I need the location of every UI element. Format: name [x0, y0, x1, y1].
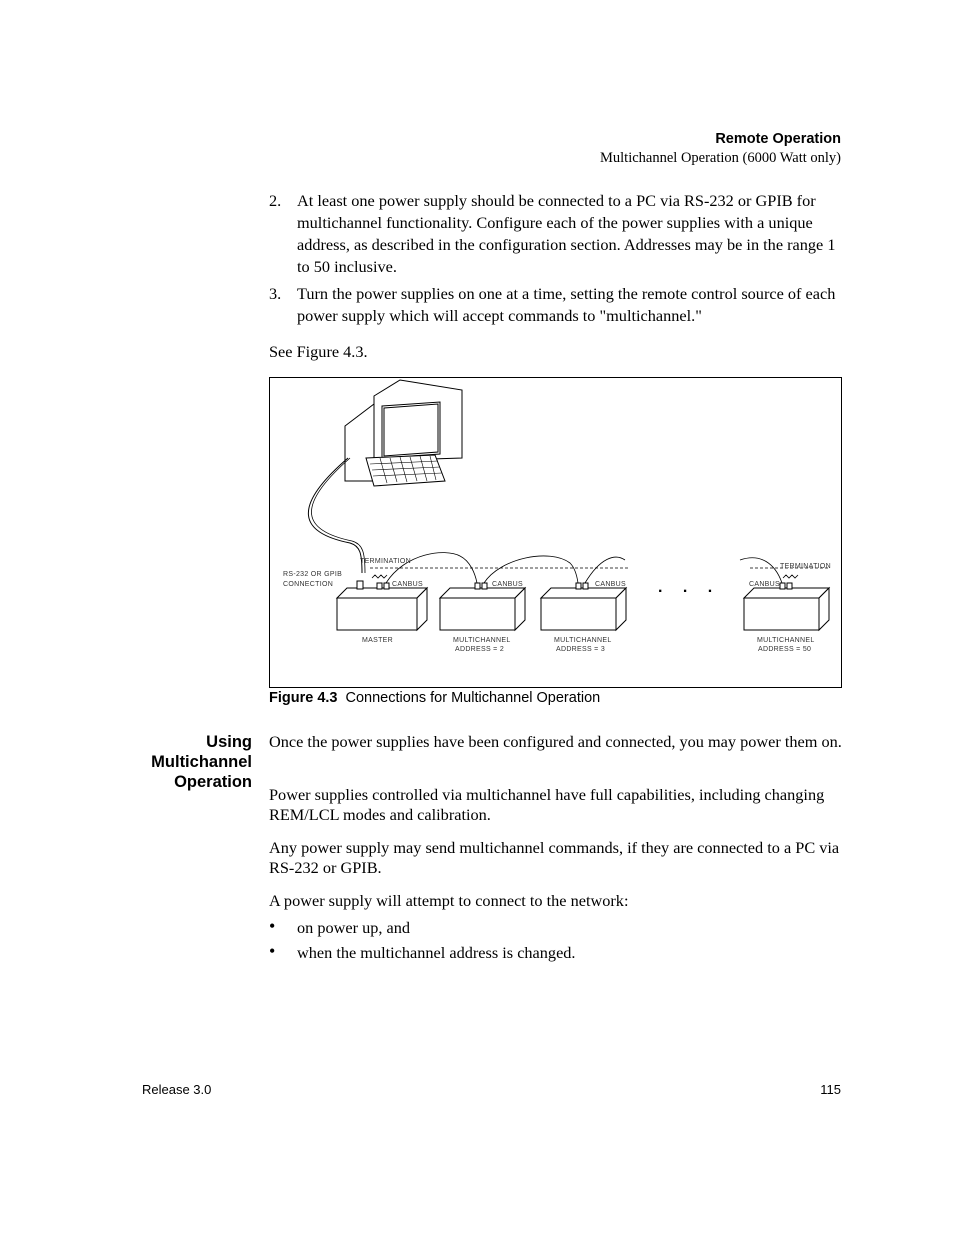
unit-address-label: ADDRESS = 50: [758, 646, 812, 653]
bullet-icon: •: [269, 941, 276, 961]
canbus-cable: [585, 557, 625, 583]
rs232-label: CONNECTION: [283, 581, 334, 588]
unit-address-label: ADDRESS = 2: [455, 646, 505, 653]
step-number: 2.: [269, 191, 282, 210]
connections-diagram: [270, 378, 841, 687]
paragraph-3: Any power supply may send multichannel commands, if they are connected to a PC via RS-232 or GPIB.: [269, 838, 840, 877]
page-number: 115: [820, 1082, 841, 1097]
section-heading: [151, 732, 252, 792]
step-text: At least one power supply should be connected to a PC via RS-232 or GPIB for multichannel functionality. Configure each of the power supplies with a unique address, as described in the configuration section. Addresses may be in the range 1 to 50 inclusive.: [297, 191, 836, 276]
unit-address-3: [541, 583, 626, 630]
canbus-label: CANBUS: [392, 581, 423, 588]
termination-label: TERMINATION: [360, 558, 412, 565]
section-heading-line: Multichannel: [151, 753, 252, 771]
bullet-icon: •: [269, 916, 276, 936]
figure-caption-text: Connections for Multichannel Operation: [345, 690, 601, 706]
canbus-cable: [484, 556, 578, 583]
step-number: 3.: [269, 284, 282, 303]
running-header-title: Remote Operation: [715, 131, 841, 147]
figure-diagram: [269, 377, 842, 688]
see-figure-text: See Figure 4.3.: [269, 342, 368, 361]
paragraph-2: Power supplies controlled via multichannel have full capabilities, including changing REM/LCL modes and calibration.: [269, 785, 825, 824]
figure-caption-number: Figure 4.3: [269, 690, 338, 706]
paragraph-1: Once the power supplies have been configured and connected, you may power them on.: [269, 732, 842, 751]
master-label: MASTER: [362, 637, 393, 644]
step-3: [269, 283, 844, 327]
bullet-item: [269, 918, 410, 938]
unit-address-label: ADDRESS = 3: [556, 646, 606, 653]
unit-label: MULTICHANNEL: [757, 637, 815, 644]
canbus-label: CANBUS: [492, 581, 523, 588]
footer-release: Release 3.0: [142, 1082, 212, 1097]
ellipsis: . . .: [658, 579, 721, 596]
paragraph-4: A power supply will attempt to connect to the network:: [269, 891, 629, 910]
unit-label: MULTICHANNEL: [554, 637, 612, 644]
bullet-text: when the multichannel address is changed.: [297, 943, 576, 962]
section-heading-line: Using: [206, 733, 252, 751]
section-heading-line: Operation: [174, 773, 252, 791]
canbus-label: CANBUS: [595, 581, 626, 588]
pc-keyboard: [366, 455, 445, 486]
figure-caption: [269, 690, 600, 706]
canbus-cable: [740, 558, 782, 583]
step-2: [269, 190, 844, 278]
bullet-text: on power up, and: [297, 918, 411, 937]
rs232-label: RS-232 OR GPIB: [283, 571, 343, 578]
unit-address-2: [440, 583, 525, 630]
step-text: Turn the power supplies on one at a time, setting the remote control source of each power supply which will accept commands to "multichannel.": [297, 284, 836, 325]
unit-label: MULTICHANNEL: [453, 637, 511, 644]
running-header-subtitle: Multichannel Operation (6000 Watt only): [600, 150, 841, 166]
canbus-label: CANBUS: [749, 581, 780, 588]
bullet-item: [269, 943, 576, 963]
termination-label: TERMINATION: [780, 563, 832, 570]
